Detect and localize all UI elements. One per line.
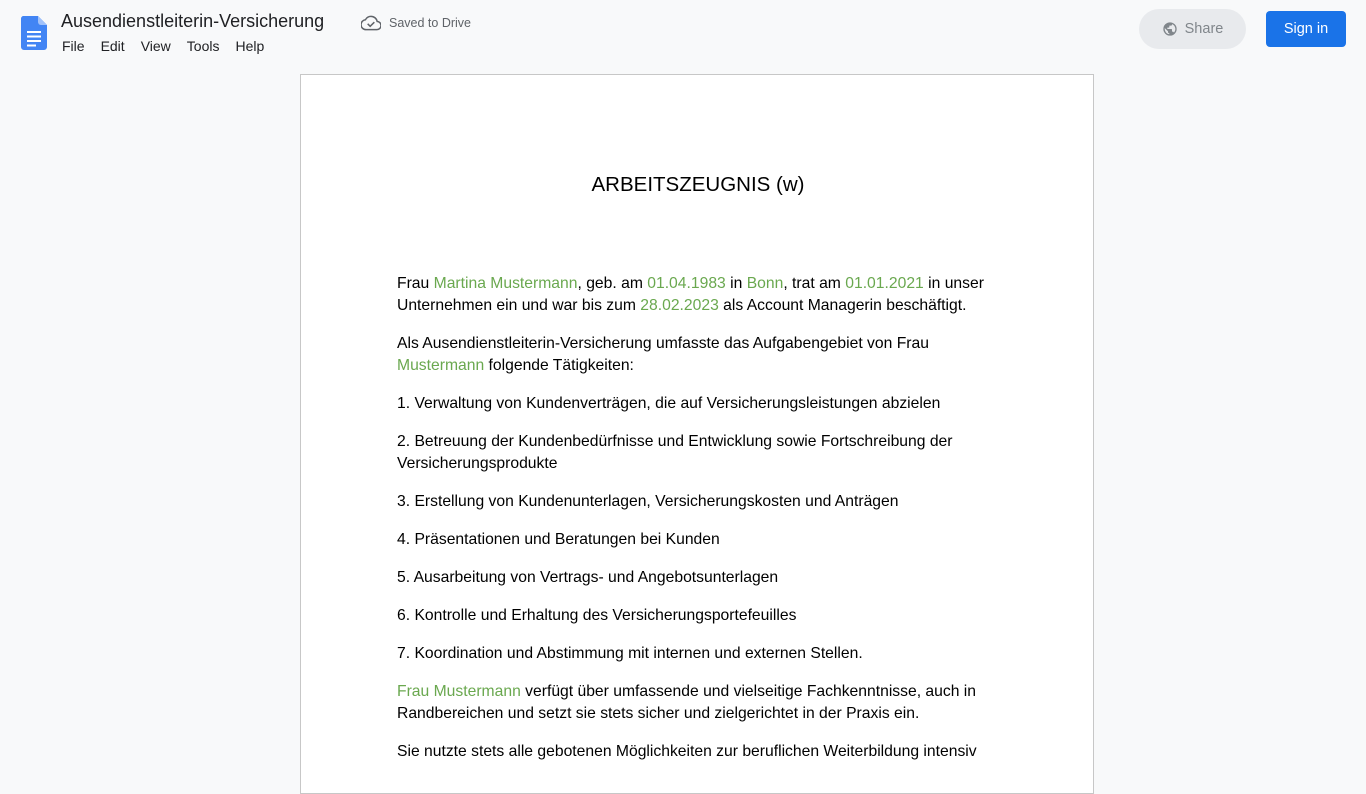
save-status-label: Saved to Drive [389,16,471,30]
list-item: 2. Betreuung der Kundenbedürfnisse und Entwicklung sowie Fortschreibung der Versicherungsprodukte [397,433,953,472]
share-button[interactable] [1139,9,1246,49]
document-title[interactable]: Ausendienstleiterin-Versicherung [61,11,325,31]
birth-city: Bonn [746,275,784,292]
google-docs-icon[interactable] [21,16,47,50]
text: folgende Tätigkeiten: [484,357,634,374]
menu-tools[interactable]: Tools [186,38,220,54]
menu-view[interactable]: View [140,38,171,54]
text: Als Ausendienstleiterin-Versicherung umfasste das Aufgabengebiet von Frau [397,335,929,352]
globe-icon [1162,21,1178,37]
list-item: 7. Koordination und Abstimmung mit internen und externen Stellen. [397,645,863,662]
employee-surname: Mustermann [397,357,485,374]
menu-help[interactable]: Help [235,38,265,54]
text: , geb. am [577,275,648,292]
cloud-done-icon [361,15,381,31]
skills-paragraph [397,681,997,725]
list-item: 1. Verwaltung von Kundenverträgen, die auf Versicherungsleistungen abzielen [397,395,941,412]
employee-name: Martina Mustermann [433,275,578,292]
list-item: 5. Ausarbeitung von Vertrags- und Angebotsunterlagen [397,569,779,586]
list-item: 6. Kontrolle und Erhaltung des Versicherungsportefeuilles [397,607,797,624]
text: Frau [397,275,434,292]
text: als Account Managerin beschäftigt. [718,297,967,314]
birth-date: 01.04.1983 [647,275,726,292]
menu-file[interactable]: File [62,38,85,54]
document-heading: ARBEITSZEUGNIS (w) [591,173,805,196]
sign-in-button[interactable]: Sign in [1266,11,1346,47]
start-date: 01.01.2021 [845,275,924,292]
text: in unser Unternehmen ein und war bis zum [397,275,984,314]
menu-bar [54,36,272,56]
list-item: 4. Präsentationen und Beratungen bei Kunden [397,531,720,548]
menu-edit[interactable]: Edit [100,38,125,54]
document-page[interactable] [300,74,1094,794]
tasks-intro-paragraph [397,333,997,377]
document-body [397,273,997,779]
text: in [725,275,747,292]
header [0,0,1366,66]
share-label: Share [1184,21,1224,37]
employee-name: Frau Mustermann [397,683,521,700]
end-date: 28.02.2023 [640,297,719,314]
save-status[interactable] [361,14,471,32]
text: verfügt über umfassende und vielseitige Fachkenntnisse, auch in Randbereichen und setzt sie stets sicher und zielgerichtet in der Praxis ein. [397,683,977,722]
list-item: 3. Erstellung von Kundenunterlagen, Versicherungskosten und Anträgen [397,493,899,510]
intro-paragraph [397,273,997,317]
text: , trat am [783,275,846,292]
training-paragraph: Sie nutzte stets alle gebotenen Möglichkeiten zur beruflichen Weiterbildung intensiv [397,743,977,760]
